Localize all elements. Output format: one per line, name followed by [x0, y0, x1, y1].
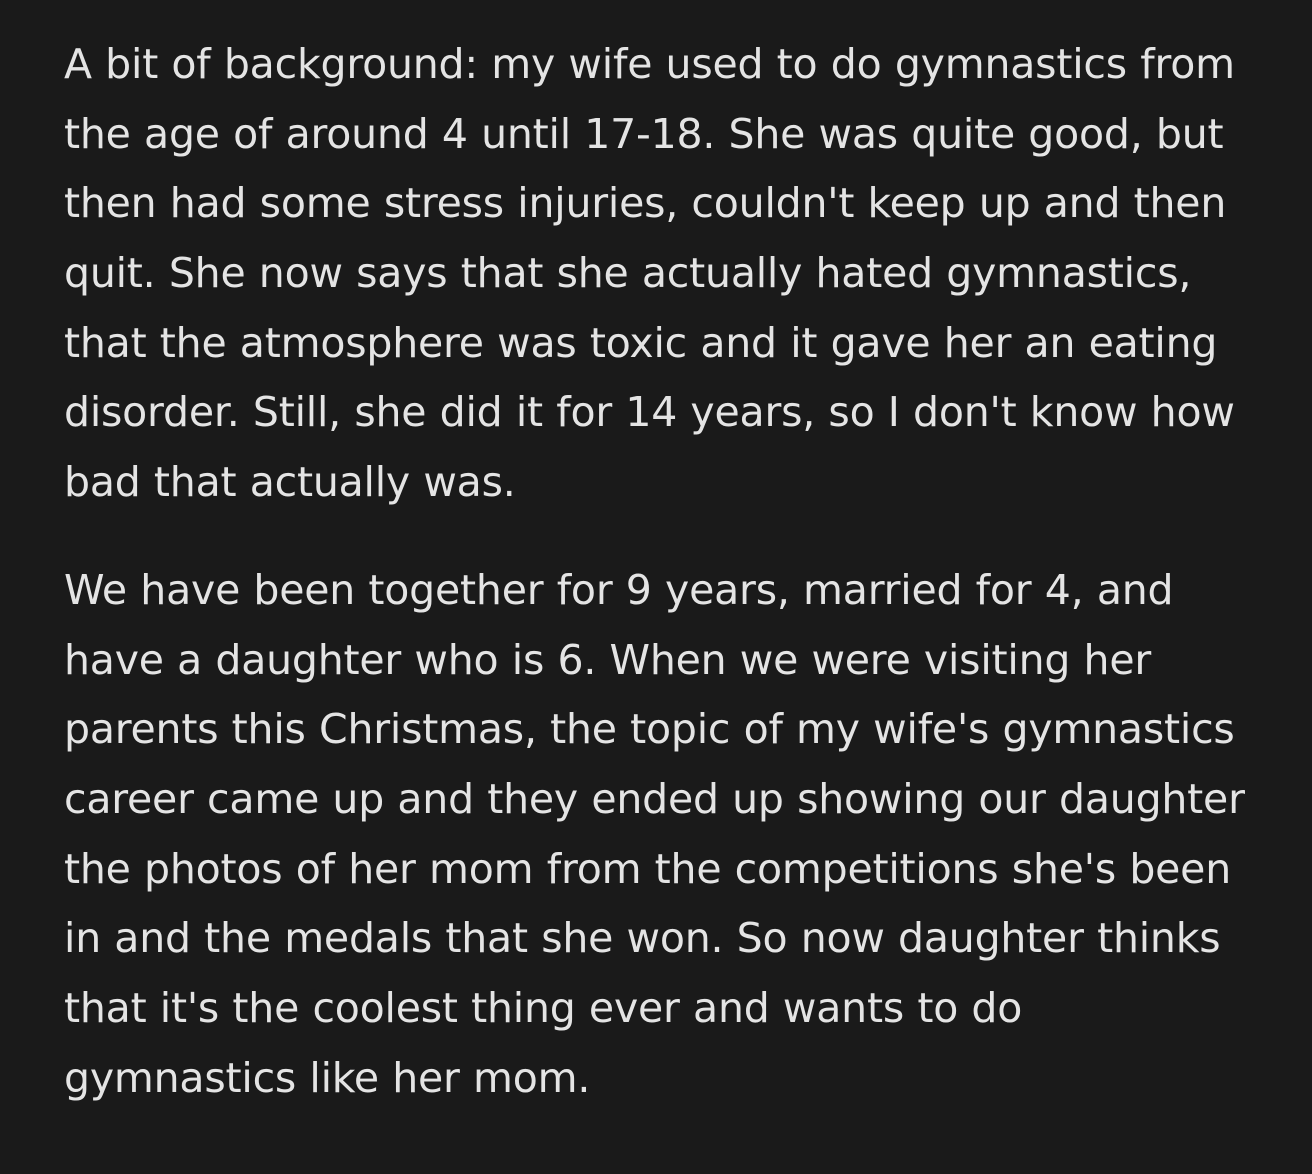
post-paragraph-2: We have been together for 9 years, married for 4, and have a daughter who is 6. When we were visiting her parents this Christmas, the topic of my wife's gymnastics career came up and they ended up showing our daughter the photos of her mom from the competitions she's been in and the medals that she won. So now daughter thinks that it's the coolest thing ever and wants to do gymnastics like her mom.	[64, 565, 1245, 1102]
post-paragraph-1: A bit of background: my wife used to do gymnastics from the age of around 4 until 17-18. She was quite good, but then had some stress injuries, couldn't keep up and then quit. She now says that she actually hated gymnastics, that the atmosphere was toxic and it gave her an eating disorder. Still, she did it for 14 years, so I don't know how bad that actually was.	[64, 40, 1235, 507]
